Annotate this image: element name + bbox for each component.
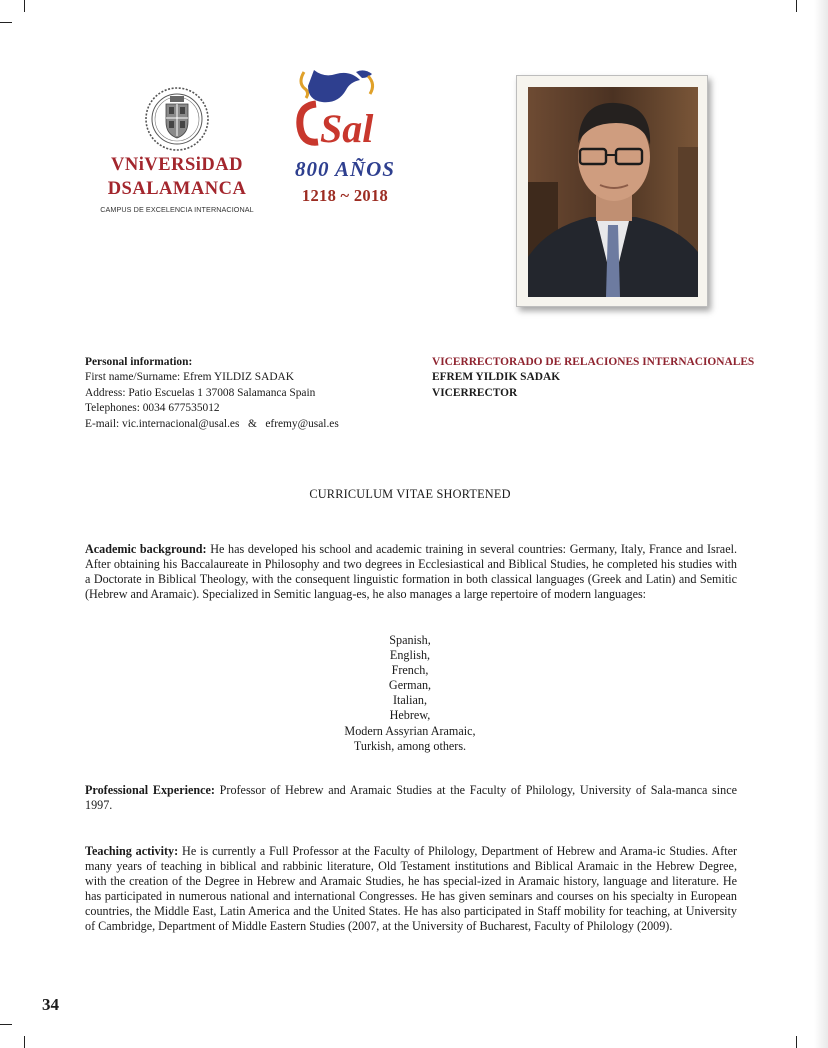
professional-label: Professional Experience: [85, 783, 215, 797]
office-block [432, 355, 754, 401]
professional-paragraph [85, 783, 737, 813]
language-item: Spanish, [389, 633, 431, 647]
page-edge-shadow [814, 0, 828, 1048]
personal-name: First name/Surname: Efrem YILDIZ SADAK [85, 371, 294, 384]
language-item: English, [389, 648, 431, 663]
crop-mark [24, 1036, 25, 1048]
office-department: VICERRECTORADO DE RELACIONES INTERNACIONALES [432, 356, 755, 368]
professional-text: Professor of Hebrew and Aramaic Studies at the Faculty of Philology, University of Sala-manca since 1997. [85, 783, 738, 813]
languages-list [0, 633, 820, 754]
crop-mark [0, 22, 12, 23]
teaching-label: Teaching activity: [85, 844, 179, 858]
university-name-line1: VNiVERSiDAD [111, 155, 243, 175]
crop-mark [0, 1024, 12, 1025]
crop-mark [796, 0, 797, 12]
academic-label: Academic background: [85, 542, 207, 556]
crop-mark [796, 1036, 797, 1048]
centenary-word: Sal [320, 106, 374, 151]
office-person: EFREM YILDIK SADAK [432, 371, 561, 384]
campus-tagline: CAMPUS DE EXCELENCIA INTERNACIONAL [100, 205, 254, 214]
teaching-paragraph [85, 844, 737, 935]
personal-address: Address: Patio Escuelas 1 37008 Salamanca Spain [85, 386, 316, 399]
portrait-photo [528, 87, 698, 297]
centenary-emblem-icon [286, 66, 404, 156]
centenary-years: 1218 ~ 2018 [301, 186, 389, 205]
personal-email: E-mail: vic.internacional@usal.es & efremy@usal.es [85, 417, 339, 430]
personal-info [85, 355, 339, 432]
portrait-frame [516, 75, 708, 307]
cv-title: CURRICULUM VITAE SHORTENED [309, 487, 511, 501]
academic-paragraph [85, 542, 737, 602]
academic-text: He has developed his school and academic training in several countries: Germany, Italy, France and Israel. After obtaining his Baccalaureate in Philosophy and two degrees in Ecclesiastical and Biblical Studies, he completed his studies with a Doctorate in Biblical Theology, with the consequent linguistic formation in both classical languages (Greek and Latin) and Semitic (Hebrew and Aramaic). Specialized in Semitic languag-es, he also manages a large repertoire of modern languages: [85, 542, 737, 602]
language-item: Modern Assyrian Aramaic, [344, 723, 476, 738]
teaching-text: He is currently a Full Professor at the Faculty of Philology, Department of Hebrew and Arama-ic Studies. After many years of teaching in biblical and rabbinic literature, Old Testament institutions and Biblical Aramaic in the Hebrew Degree, with the creation of the Degree in Hebrew and Aramaic Studies, he has special-ized in Aramaic history, language and literature. He has participated in numerous national and international Congresses. He has given seminars and courses on his specialty in European countries, the Middle East, Latin America and the United States. He has also participated in Staff mobility for teaching, at University of Cambridge, Department of Middle Eastern Studies (2007, at the University of Bucharest, Faculty of Philology (2009). [85, 844, 737, 934]
centenary-anos: 800 AÑOS [295, 157, 395, 181]
university-seal-icon [144, 86, 210, 152]
office-role: VICERRECTOR [432, 386, 518, 399]
university-logo [96, 86, 258, 214]
page-number: 34 [42, 995, 59, 1014]
crop-mark [24, 0, 25, 12]
language-item: Turkish, among others. [353, 738, 467, 753]
language-item: Italian, [392, 693, 428, 708]
university-name-line2: DSALAMANCA [107, 179, 247, 199]
language-item: German, [388, 678, 432, 693]
language-item: Hebrew, [389, 708, 431, 723]
personal-info-heading: Personal information: [85, 356, 193, 368]
centenary-logo [284, 66, 406, 216]
language-item: French, [391, 663, 429, 678]
personal-telephones: Telephones: 0034 677535012 [85, 402, 220, 415]
